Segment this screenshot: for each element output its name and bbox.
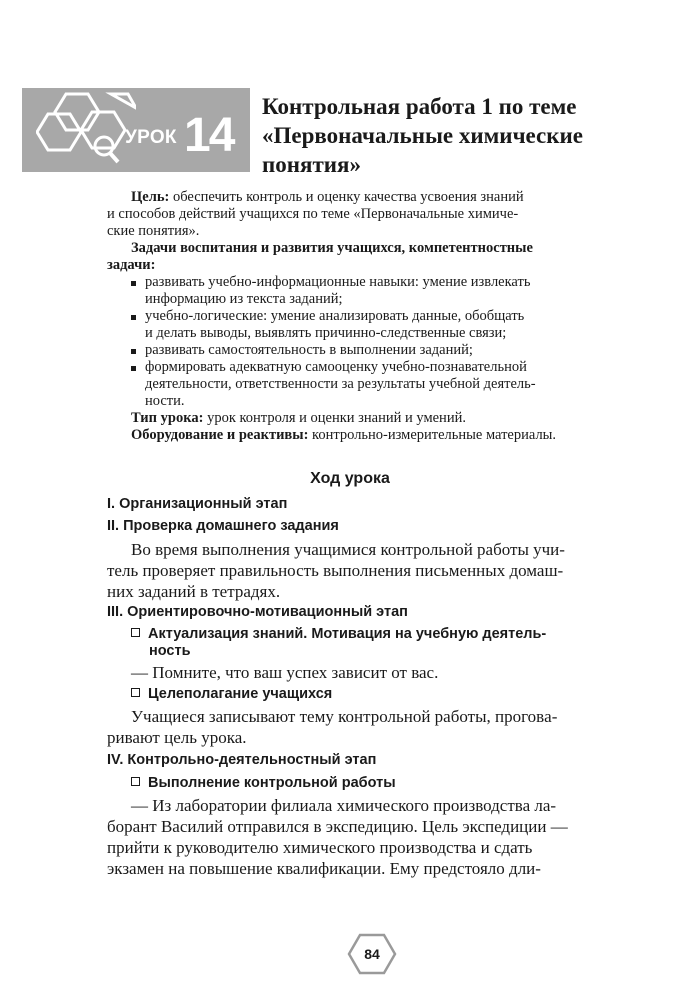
equipment-label: Оборудование и реактивы: — [131, 427, 309, 443]
stage-text — [107, 795, 640, 879]
stage-text — [107, 539, 640, 602]
list-item-text: и делать выводы, выявлять причинно-следственные связи; — [145, 325, 507, 341]
tasks-list — [107, 274, 639, 410]
stage-heading: III. Ориентировочно-мотивационный этап — [107, 604, 408, 620]
list-item-text: деятельности, ответственности за результаты учебной деятель- — [145, 376, 536, 392]
equipment — [107, 427, 639, 444]
title-line: Контрольная работа 1 по теме — [262, 94, 577, 119]
checkbox-bullet-icon — [131, 628, 140, 637]
equipment-value: контрольно-измерительные материалы. — [308, 427, 557, 443]
lesson-intro-block — [107, 189, 639, 444]
title-line: понятия» — [262, 152, 361, 177]
lesson-flow-title: Ход урока — [310, 470, 390, 487]
text-line: прийти к руководителю химического производства и сдать — [107, 838, 533, 857]
stage-heading: II. Проверка домашнего задания — [107, 518, 339, 534]
tasks-label: задачи: — [107, 257, 156, 273]
hexagons-magnifier-icon — [36, 90, 136, 174]
text-line: них заданий в тетрадях. — [107, 582, 281, 601]
goal-text: обеспечить контроль и оценку качества усвоения знаний — [169, 189, 524, 205]
list-item-text: информацию из текста заданий; — [145, 291, 343, 307]
text-line: Учащиеся записывают тему контрольной работы, проговa- — [131, 707, 558, 726]
lesson-label: УРОК — [125, 127, 177, 148]
goal-paragraph — [107, 189, 639, 240]
substage-heading — [131, 626, 546, 660]
page-number: 84 — [364, 946, 380, 962]
text-line: — Из лаборатории филиала химического производства ла- — [131, 796, 557, 815]
text-line: тель проверяет правильность выполнения письменных домаш- — [107, 561, 564, 580]
list-item-text: развивать учебно-информационные навыки: умение извлекать — [145, 274, 531, 290]
list-item — [107, 308, 639, 342]
text-line: — Помните, что ваш успех зависит от вас. — [131, 663, 439, 682]
substage-title: Выполнение контрольной работы — [148, 775, 396, 791]
stage-heading: IV. Контрольно-деятельностный этап — [107, 752, 377, 768]
title-line: «Первоначальные химические — [262, 123, 583, 148]
substage-heading — [131, 686, 332, 702]
substage-title: Актуализация знаний. Мотивация на учебную деятель- — [148, 626, 547, 642]
stage-heading: I. Организационный этап — [107, 496, 288, 512]
stage-text — [107, 706, 640, 748]
text-line: борант Василий отправился в экспедицию. Цель экспедиции — — [107, 817, 568, 836]
list-item — [107, 274, 639, 308]
lesson-number: 14 — [184, 109, 234, 162]
list-item-text: ности. — [145, 393, 185, 409]
text-line: Во время выполнения учащимися контрольной работы учи- — [131, 540, 565, 559]
goal-text: ские понятия». — [107, 223, 200, 239]
list-item — [107, 359, 639, 410]
lesson-type-value: урок контроля и оценки знаний и умений. — [203, 410, 466, 426]
substage-title: Целеполагание учащихся — [148, 686, 333, 702]
tasks-label: Задачи воспитания и развития учащихся, компетентностные — [131, 240, 533, 256]
checkbox-bullet-icon — [131, 688, 140, 697]
list-item-text: учебно-логические: умение анализировать данные, обобщать — [145, 308, 525, 324]
stage-text — [107, 662, 640, 683]
page-number-badge — [346, 932, 398, 976]
lesson-type — [107, 410, 639, 427]
checkbox-bullet-icon — [131, 777, 140, 786]
substage-title: ность — [149, 643, 191, 659]
goal-label: Цель: — [131, 189, 170, 205]
list-item-text: формировать адекватную самооценку учебно-познавательной — [145, 359, 527, 375]
text-line: ривают цель урока. — [107, 728, 247, 747]
lesson-type-label: Тип урока: — [131, 410, 204, 426]
list-item-text: развивать самостоятельность в выполнении заданий; — [145, 342, 473, 358]
goal-text: и способов действий учащихся по теме «Первоначальные химиче- — [107, 206, 519, 222]
text-line: экзамен на повышение квалификации. Ему предстояло дли- — [107, 859, 541, 878]
lesson-title — [262, 92, 662, 179]
substage-heading — [131, 775, 396, 791]
list-item — [107, 342, 639, 359]
